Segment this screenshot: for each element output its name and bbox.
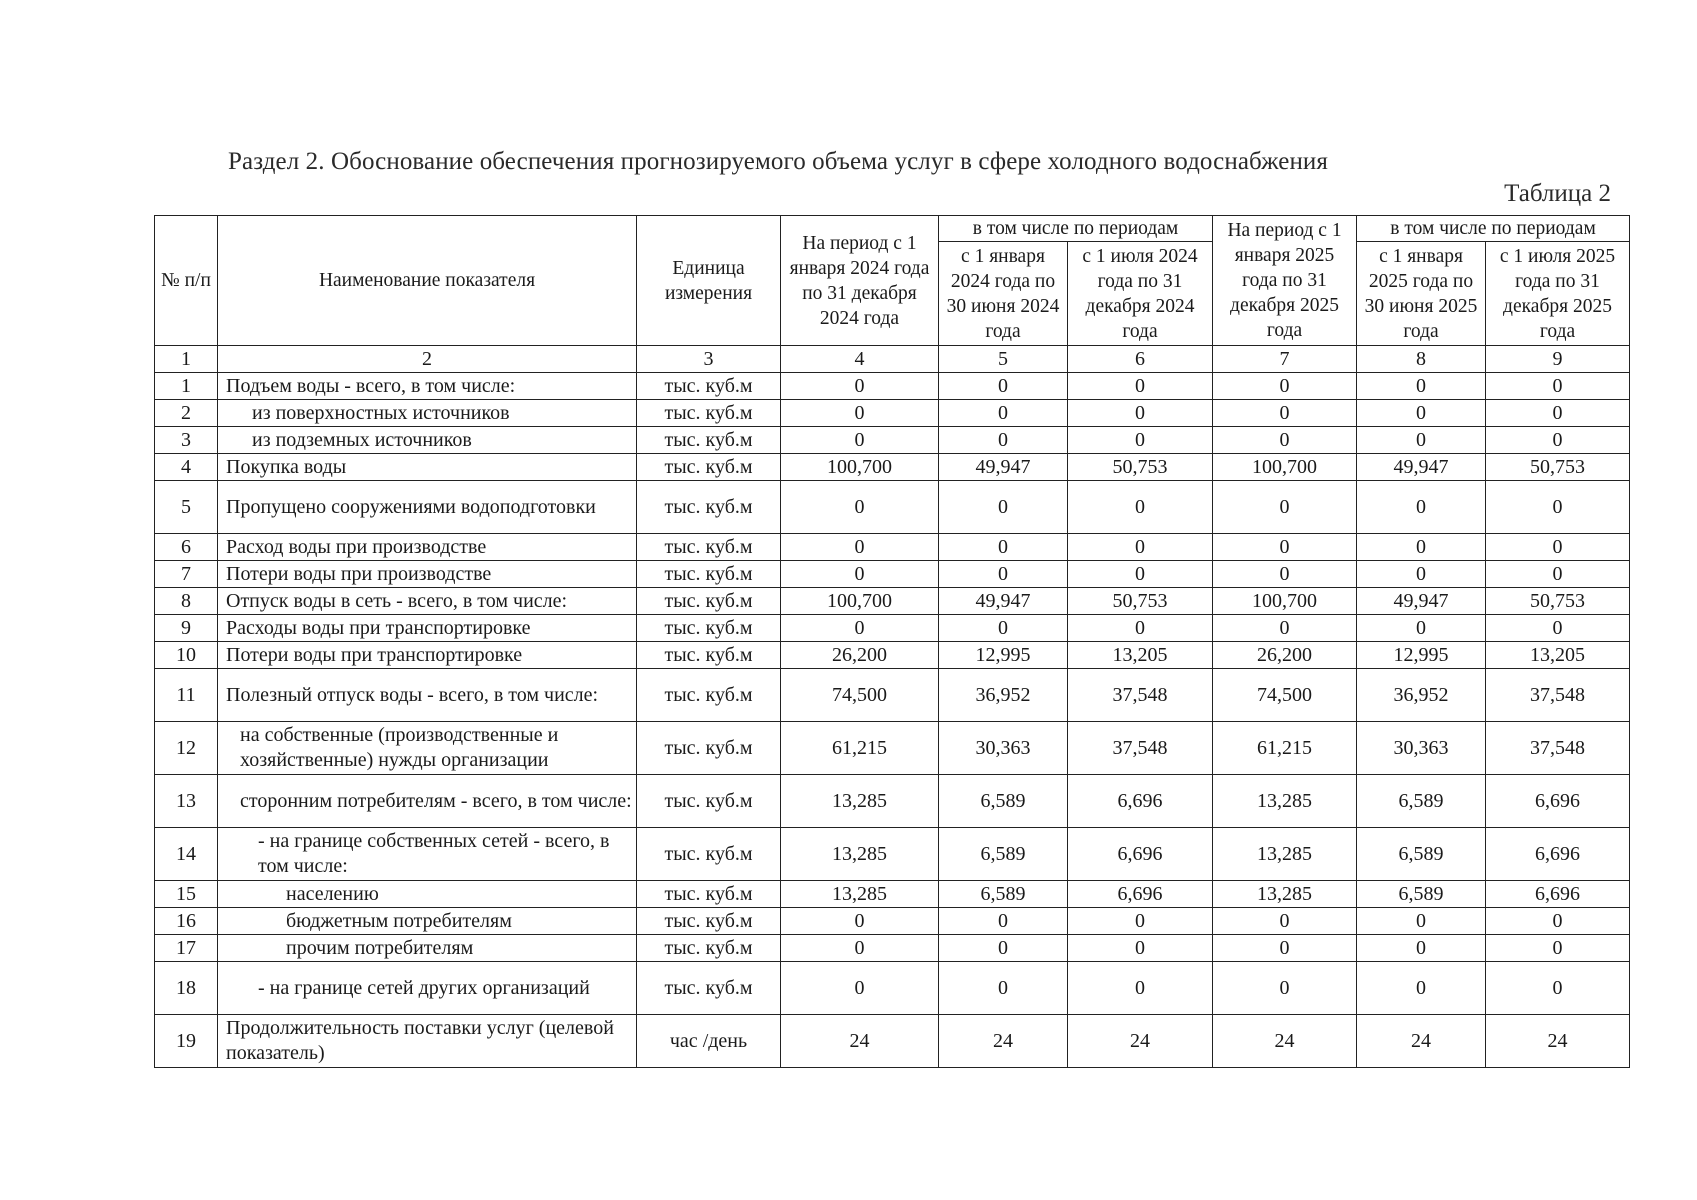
value-cell: 0 (781, 962, 939, 1015)
value-cell: 0 (1068, 400, 1213, 427)
indicator-name: Расход воды при производстве (218, 534, 637, 561)
value-cell: 0 (1068, 373, 1213, 400)
value-cell: 0 (1486, 561, 1630, 588)
table-row (155, 775, 1630, 828)
column-number: 7 (1213, 346, 1357, 373)
indicator-name: Расходы воды при транспортировке (218, 615, 637, 642)
value-cell: 0 (1357, 615, 1486, 642)
indicators-table (154, 215, 1630, 1068)
indicator-name: Покупка воды (218, 454, 637, 481)
header-h1-2024: с 1 января 2024 года по 30 июня 2024 года (939, 242, 1068, 346)
value-cell: 26,200 (1213, 642, 1357, 669)
value-cell: 100,700 (1213, 454, 1357, 481)
value-cell: 0 (1486, 534, 1630, 561)
value-cell: 0 (781, 373, 939, 400)
value-cell: 0 (939, 400, 1068, 427)
table-row (155, 454, 1630, 481)
unit-cell: тыс. куб.м (637, 534, 781, 561)
value-cell: 100,700 (781, 454, 939, 481)
value-cell: 13,285 (781, 881, 939, 908)
column-numbers-row (155, 346, 1630, 373)
table-row (155, 908, 1630, 935)
table-row (155, 1015, 1630, 1068)
table-row (155, 722, 1630, 775)
value-cell: 0 (1213, 400, 1357, 427)
value-cell: 0 (1068, 534, 1213, 561)
value-cell: 0 (1213, 427, 1357, 454)
value-cell: 0 (1486, 935, 1630, 962)
value-cell: 61,215 (781, 722, 939, 775)
row-number: 13 (155, 775, 218, 828)
indicator-name: из подземных источников (218, 427, 637, 454)
value-cell: 0 (1486, 962, 1630, 1015)
column-number: 3 (637, 346, 781, 373)
table-row (155, 615, 1630, 642)
unit-cell: тыс. куб.м (637, 561, 781, 588)
row-number: 1 (155, 373, 218, 400)
value-cell: 0 (939, 427, 1068, 454)
row-number: 3 (155, 427, 218, 454)
value-cell: 37,548 (1486, 669, 1630, 722)
value-cell: 13,205 (1486, 642, 1630, 669)
value-cell: 6,696 (1486, 828, 1630, 881)
value-cell: 0 (1068, 908, 1213, 935)
row-number: 16 (155, 908, 218, 935)
value-cell: 0 (781, 427, 939, 454)
value-cell: 0 (781, 615, 939, 642)
indicator-name: Потери воды при транспортировке (218, 642, 637, 669)
section-title: Раздел 2. Обоснование обеспечения прогнозируемого объема услуг в сфере холодного водоснабжения (228, 148, 1329, 175)
value-cell: 0 (1213, 908, 1357, 935)
header-h1-2025: с 1 января 2025 года по 30 июня 2025 года (1357, 242, 1486, 346)
value-cell: 0 (781, 534, 939, 561)
header-sub-periods-2024: в том числе по периодам (939, 216, 1213, 242)
value-cell: 49,947 (939, 588, 1068, 615)
value-cell: 74,500 (781, 669, 939, 722)
row-number: 12 (155, 722, 218, 775)
indicator-name: из поверхностных источников (218, 400, 637, 427)
value-cell: 49,947 (939, 454, 1068, 481)
value-cell: 0 (1213, 534, 1357, 561)
value-cell: 0 (939, 534, 1068, 561)
header-unit: Единица измерения (637, 216, 781, 346)
value-cell: 6,589 (1357, 828, 1486, 881)
unit-cell: тыс. куб.м (637, 427, 781, 454)
value-cell: 61,215 (1213, 722, 1357, 775)
value-cell: 0 (781, 561, 939, 588)
value-cell: 13,205 (1068, 642, 1213, 669)
value-cell: 0 (781, 935, 939, 962)
header-num: № п/п (155, 216, 218, 346)
unit-cell: тыс. куб.м (637, 373, 781, 400)
table-row (155, 427, 1630, 454)
unit-cell: тыс. куб.м (637, 775, 781, 828)
indicator-name: Потери воды при производстве (218, 561, 637, 588)
value-cell: 13,285 (781, 828, 939, 881)
value-cell: 74,500 (1213, 669, 1357, 722)
row-number: 17 (155, 935, 218, 962)
value-cell: 0 (1213, 935, 1357, 962)
value-cell: 0 (1357, 481, 1486, 534)
value-cell: 6,696 (1068, 828, 1213, 881)
table-row (155, 534, 1630, 561)
table-row (155, 962, 1630, 1015)
value-cell: 0 (781, 908, 939, 935)
indicator-name: бюджетным потребителям (218, 908, 637, 935)
column-number: 4 (781, 346, 939, 373)
value-cell: 49,947 (1357, 588, 1486, 615)
value-cell: 6,589 (939, 881, 1068, 908)
table-row (155, 400, 1630, 427)
header-period-2025: На период с 1 января 2025 года по 31 декабря 2025 года (1213, 216, 1357, 346)
column-number: 1 (155, 346, 218, 373)
value-cell: 13,285 (781, 775, 939, 828)
value-cell: 36,952 (1357, 669, 1486, 722)
value-cell: 100,700 (781, 588, 939, 615)
value-cell: 24 (1068, 1015, 1213, 1068)
unit-cell: тыс. куб.м (637, 722, 781, 775)
header-h2-2024: с 1 июля 2024 года по 31 декабря 2024 года (1068, 242, 1213, 346)
row-number: 10 (155, 642, 218, 669)
row-number: 18 (155, 962, 218, 1015)
table-row (155, 373, 1630, 400)
value-cell: 0 (939, 373, 1068, 400)
value-cell: 0 (1357, 935, 1486, 962)
unit-cell: тыс. куб.м (637, 642, 781, 669)
value-cell: 24 (939, 1015, 1068, 1068)
table-label: Таблица 2 (1504, 180, 1611, 207)
header-sub-periods-2025: в том числе по периодам (1357, 216, 1630, 242)
value-cell: 50,753 (1068, 588, 1213, 615)
value-cell: 0 (1486, 373, 1630, 400)
value-cell: 0 (1068, 561, 1213, 588)
indicator-name: на собственные (производственные и хозяйственные) нужды организации (218, 722, 637, 775)
value-cell: 24 (1213, 1015, 1357, 1068)
row-number: 6 (155, 534, 218, 561)
value-cell: 6,696 (1486, 775, 1630, 828)
value-cell: 6,696 (1068, 881, 1213, 908)
indicator-name: Пропущено сооружениями водоподготовки (218, 481, 637, 534)
value-cell: 13,285 (1213, 881, 1357, 908)
row-number: 8 (155, 588, 218, 615)
value-cell: 0 (1213, 481, 1357, 534)
table-row (155, 642, 1630, 669)
value-cell: 0 (781, 400, 939, 427)
value-cell: 37,548 (1486, 722, 1630, 775)
column-number: 8 (1357, 346, 1486, 373)
value-cell: 0 (1357, 400, 1486, 427)
value-cell: 0 (939, 962, 1068, 1015)
value-cell: 26,200 (781, 642, 939, 669)
value-cell: 36,952 (939, 669, 1068, 722)
unit-cell: тыс. куб.м (637, 615, 781, 642)
value-cell: 6,589 (939, 775, 1068, 828)
header-name: Наименование показателя (218, 216, 637, 346)
value-cell: 0 (1068, 962, 1213, 1015)
column-number: 9 (1486, 346, 1630, 373)
table-row (155, 828, 1630, 881)
value-cell: 0 (1486, 615, 1630, 642)
value-cell: 0 (1068, 615, 1213, 642)
value-cell: 0 (1068, 427, 1213, 454)
row-number: 7 (155, 561, 218, 588)
table-row (155, 669, 1630, 722)
value-cell: 0 (1213, 962, 1357, 1015)
header-period-2024: На период с 1 января 2024 года по 31 декабря 2024 года (781, 216, 939, 346)
value-cell: 13,285 (1213, 775, 1357, 828)
unit-cell: тыс. куб.м (637, 454, 781, 481)
unit-cell: час /день (637, 1015, 781, 1068)
value-cell: 100,700 (1213, 588, 1357, 615)
value-cell: 50,753 (1486, 588, 1630, 615)
row-number: 4 (155, 454, 218, 481)
value-cell: 0 (1357, 373, 1486, 400)
value-cell: 50,753 (1486, 454, 1630, 481)
indicator-name: прочим потребителям (218, 935, 637, 962)
value-cell: 37,548 (1068, 722, 1213, 775)
unit-cell: тыс. куб.м (637, 935, 781, 962)
value-cell: 0 (939, 935, 1068, 962)
value-cell: 12,995 (1357, 642, 1486, 669)
indicator-name: Продолжительность поставки услуг (целевой показатель) (218, 1015, 637, 1068)
value-cell: 6,696 (1068, 775, 1213, 828)
row-number: 5 (155, 481, 218, 534)
unit-cell: тыс. куб.м (637, 400, 781, 427)
table-row (155, 935, 1630, 962)
row-number: 11 (155, 669, 218, 722)
table-row (155, 881, 1630, 908)
value-cell: 24 (1357, 1015, 1486, 1068)
value-cell: 6,589 (939, 828, 1068, 881)
value-cell: 0 (1357, 561, 1486, 588)
value-cell: 6,589 (1357, 881, 1486, 908)
value-cell: 0 (1486, 481, 1630, 534)
value-cell: 0 (781, 481, 939, 534)
value-cell: 0 (1068, 481, 1213, 534)
table-row (155, 561, 1630, 588)
header-h2-2025: с 1 июля 2025 года по 31 декабря 2025 года (1486, 242, 1630, 346)
row-number: 2 (155, 400, 218, 427)
value-cell: 13,285 (1213, 828, 1357, 881)
indicator-name: - на границе сетей других организаций (218, 962, 637, 1015)
unit-cell: тыс. куб.м (637, 908, 781, 935)
unit-cell: тыс. куб.м (637, 962, 781, 1015)
unit-cell: тыс. куб.м (637, 669, 781, 722)
unit-cell: тыс. куб.м (637, 828, 781, 881)
value-cell: 50,753 (1068, 454, 1213, 481)
value-cell: 24 (781, 1015, 939, 1068)
value-cell: 6,696 (1486, 881, 1630, 908)
indicator-name: сторонним потребителям - всего, в том числе: (218, 775, 637, 828)
unit-cell: тыс. куб.м (637, 881, 781, 908)
value-cell: 0 (939, 615, 1068, 642)
value-cell: 0 (1068, 935, 1213, 962)
value-cell: 0 (1213, 373, 1357, 400)
column-number: 6 (1068, 346, 1213, 373)
value-cell: 30,363 (939, 722, 1068, 775)
value-cell: 24 (1486, 1015, 1630, 1068)
value-cell: 0 (1357, 427, 1486, 454)
value-cell: 49,947 (1357, 454, 1486, 481)
column-number: 2 (218, 346, 637, 373)
row-number: 14 (155, 828, 218, 881)
row-number: 15 (155, 881, 218, 908)
value-cell: 12,995 (939, 642, 1068, 669)
indicator-name: Полезный отпуск воды - всего, в том числе: (218, 669, 637, 722)
indicator-name: Отпуск воды в сеть - всего, в том числе: (218, 588, 637, 615)
value-cell: 0 (1357, 534, 1486, 561)
value-cell: 0 (1357, 908, 1486, 935)
value-cell: 0 (939, 481, 1068, 534)
indicator-name: населению (218, 881, 637, 908)
value-cell: 37,548 (1068, 669, 1213, 722)
column-number: 5 (939, 346, 1068, 373)
value-cell: 30,363 (1357, 722, 1486, 775)
value-cell: 0 (1486, 427, 1630, 454)
unit-cell: тыс. куб.м (637, 588, 781, 615)
unit-cell: тыс. куб.м (637, 481, 781, 534)
table-row (155, 481, 1630, 534)
value-cell: 0 (1486, 400, 1630, 427)
indicator-name: - на границе собственных сетей - всего, в том числе: (218, 828, 637, 881)
value-cell: 0 (939, 561, 1068, 588)
value-cell: 6,589 (1357, 775, 1486, 828)
value-cell: 0 (1357, 962, 1486, 1015)
value-cell: 0 (1213, 615, 1357, 642)
indicator-name: Подъем воды - всего, в том числе: (218, 373, 637, 400)
value-cell: 0 (1213, 561, 1357, 588)
row-number: 19 (155, 1015, 218, 1068)
value-cell: 0 (1486, 908, 1630, 935)
value-cell: 0 (939, 908, 1068, 935)
row-number: 9 (155, 615, 218, 642)
table-row (155, 588, 1630, 615)
